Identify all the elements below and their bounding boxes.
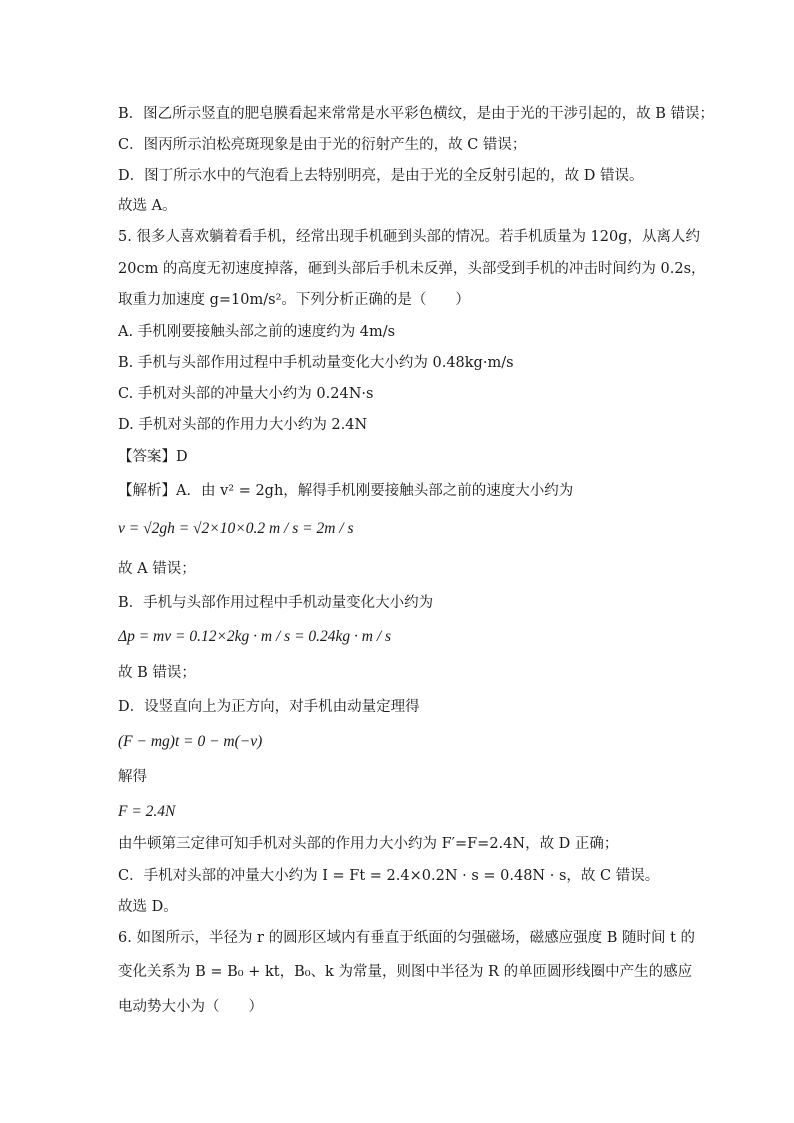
- equation-force: F = 2.4N: [118, 803, 176, 820]
- question-5-line-2: 20cm 的高度无初速度掉落，砸到头部后手机未反弹，头部受到手机的冲击时间约为 0.2s，: [118, 261, 706, 277]
- option-c: C. 手机对头部的冲量大小约为 0.24N·s: [118, 386, 374, 402]
- analysis-line-2: 故 A 错误；: [118, 561, 196, 577]
- text-line-1: B．图乙所示竖直的肥皂膜看起来常常是水平彩色横纹，是由于光的干涉引起的，故 B 错误；: [118, 106, 715, 122]
- option-b: B. 手机与头部作用过程中手机动量变化大小约为 0.48kg·m/s: [118, 355, 514, 371]
- option-d: D. 手机对头部的作用力大小约为 2.4N: [118, 417, 368, 433]
- question-6-line-3: 电动势大小为（ ）: [118, 999, 263, 1015]
- analysis-line-9: 故选 D。: [118, 899, 178, 915]
- question-5-line-3: 取重力加速度 g=10m/s²。下列分析正确的是（ ）: [118, 292, 470, 308]
- answer-line: 【答案】D: [118, 449, 188, 465]
- question-6-line-2: 变化关系为 B = B₀ + kt，B₀、k 为常量，则图中半径为 R 的单匝圆形线圈中产生的感应: [118, 964, 693, 980]
- equation-impulse: (F − mg)t = 0 − m(−v): [118, 733, 263, 750]
- analysis-line-8: C．手机对头部的冲量大小约为 I = Ft = 2.4×0.2N · s = 0.48N · s，故 C 错误。: [118, 868, 660, 884]
- analysis-line-3: B．手机与头部作用过程中手机动量变化大小约为: [118, 595, 434, 611]
- analysis-line-1: 【解析】A．由 v² = 2gh，解得手机刚要接触头部之前的速度大小约为: [118, 483, 574, 499]
- analysis-line-7: 由牛顿第三定律可知手机对头部的作用力大小约为 F′=F=2.4N，故 D 正确；: [118, 836, 619, 852]
- equation-velocity: v = √2gh = √2×10×0.2 m / s = 2m / s: [118, 520, 354, 537]
- question-6-line-1: 6. 如图所示，半径为 r 的圆形区域内有垂直于纸面的匀强磁场，磁感应强度 B 随时间 t 的: [118, 930, 696, 946]
- option-a: A. 手机刚要接触头部之前的速度约为 4m/s: [118, 324, 396, 340]
- equation-momentum: Δp = mv = 0.12×2kg · m / s = 0.24kg · m / s: [118, 628, 392, 645]
- question-5-line-1: 5. 很多人喜欢躺着看手机，经常出现手机砸到头部的情况。若手机质量为 120g，从离人约: [118, 229, 701, 245]
- analysis-line-4: 故 B 错误；: [118, 665, 196, 681]
- text-line-3: D．图丁所示水中的气泡看上去特别明亮，是由于光的全反射引起的，故 D 错误。: [118, 168, 644, 184]
- analysis-line-6: 解得: [118, 769, 147, 785]
- analysis-line-5: D．设竖直向上为正方向，对手机由动量定理得: [118, 699, 420, 715]
- text-line-4: 故选 A。: [118, 198, 177, 214]
- text-line-2: C．图丙所示泊松亮斑现象是由于光的衍射产生的，故 C 错误；: [118, 137, 527, 153]
